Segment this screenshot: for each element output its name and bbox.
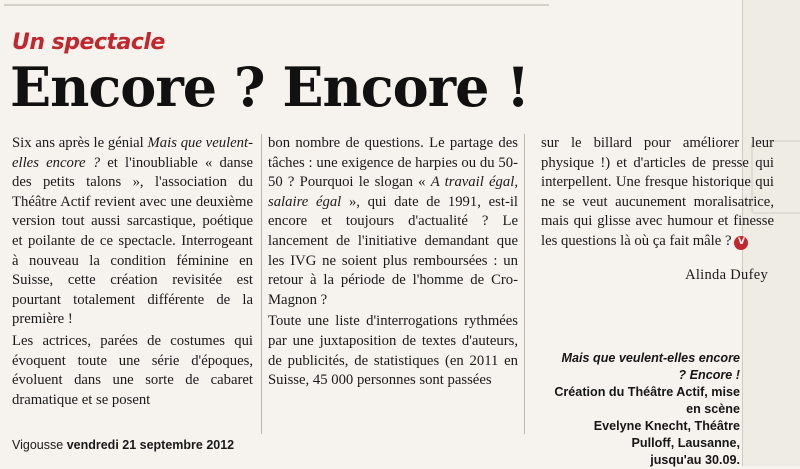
italic-slogan: A travail égal, salaire égal (268, 174, 518, 210)
publication-date: vendredi 21 septembre 2012 (66, 438, 235, 452)
article-headline: Encore ? Encore ! (10, 55, 529, 119)
show-info-box (552, 350, 740, 469)
text-run: bon nombre de questions. Le partage des tâches : une exigence de harpies ou du 50-50 ? Pourquoi le slogan « (268, 135, 518, 191)
show-title: Mais que veulent-elles encore ? Encore ! (561, 351, 740, 382)
end-mark-icon: V (734, 236, 748, 250)
paragraph (12, 134, 253, 330)
paragraph (268, 134, 518, 310)
top-rule (4, 4, 549, 6)
author-byline: Alinda Dufey (685, 266, 768, 283)
text-run: et l'inoubliable « danse des petits talons », l'association du Théâtre Actif revient avec une deuxième version tout aussi sarcastique, poétique et poilante de ce spectacle. Interrogeant à nouveau la condition féminine en Suisse, cette création revisitée est pourtant totalement différente de la première ! (12, 154, 253, 328)
article-kicker: Un spectacle (12, 30, 165, 55)
text-run: sur le billard pour améliorer leur physique !) et d'articles de presse qui interpellent. Une fresque historique qui ne se veut aucunement moralisatrice, mais qui glisse avec humour et finesse les questions là où ça fait mâle ? (541, 135, 774, 249)
page-footer (12, 438, 234, 452)
text-run: », qui date de 1991, est-il encore et toujours d'actualité ? Le lancement de l'initiative demandant que les IVG ne soient plus remboursées : un retour à la période de l'homme de Cro-Magnon ? (268, 193, 518, 308)
show-credits-line: Création du Théâtre Actif, mise en scène (554, 385, 740, 416)
show-dates-line: jusqu'au 30.09. (650, 453, 740, 467)
paragraph (541, 134, 774, 252)
column-1 (12, 134, 253, 434)
italic-title: Mais que veulent-elles encore ? (12, 135, 253, 171)
column-2 (261, 134, 525, 434)
publication-name: Vigousse (12, 438, 64, 452)
paragraph: Toute une liste d'interrogations rythmées par une juxtaposition de textes d'auteurs, de publicités, de statistiques (en 2011 en Suisse, 45 000 personnes sont passées (268, 313, 518, 389)
text-run: Six ans après le génial (12, 135, 148, 151)
show-credits-line: Evelyne Knecht, Théâtre Pulloff, Lausanne, (593, 419, 740, 450)
paragraph: Les actrices, parées de costumes qui évoquent toute une série d'époques, évoluent dans une sorte de cabaret dramatique et se posent (12, 332, 253, 408)
